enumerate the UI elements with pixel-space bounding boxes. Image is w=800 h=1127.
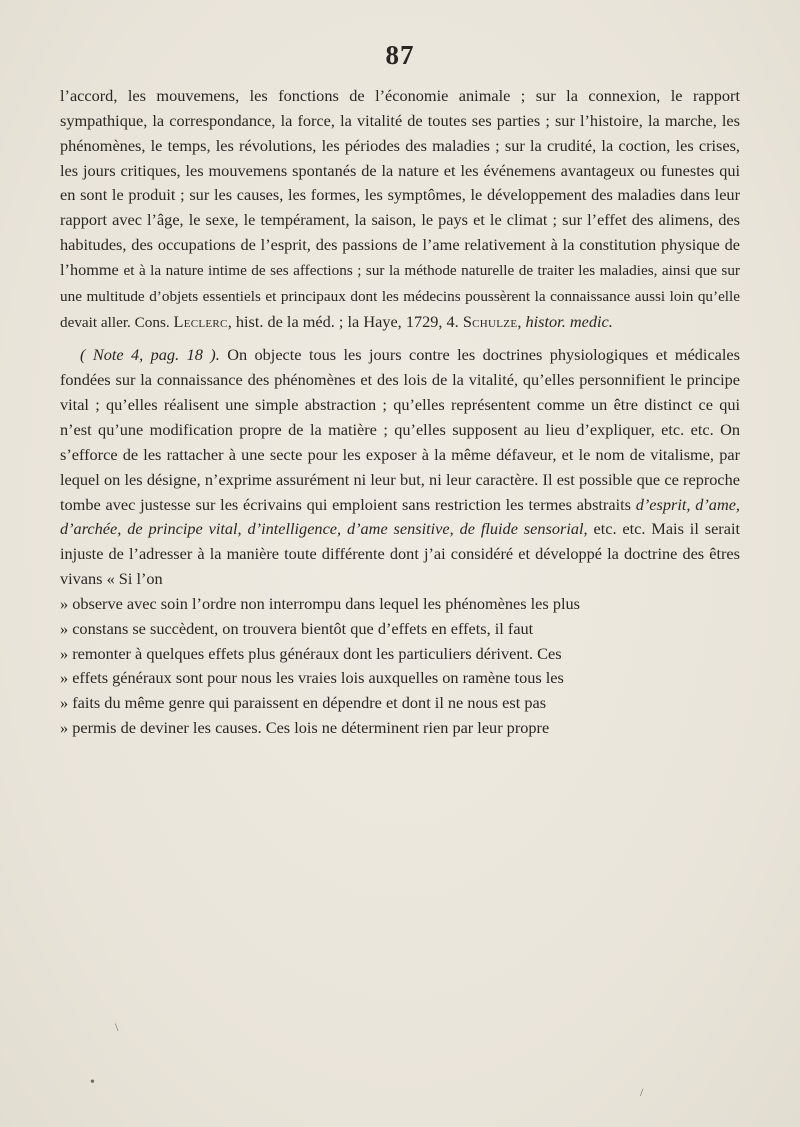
text-run: etc. etc. Mais il serait injuste de l’adresser à la manière toute différente dont j’ai considéré et développé la doctrine des êtres vivans « Si l’on	[60, 519, 740, 589]
author-leclerc: Leclerc	[173, 311, 228, 331]
quote-line: » effets généraux sont pour nous les vraies lois auxquelles on ramène tous les	[60, 668, 564, 688]
quote-line: » constans se succèdent, on trouvera bientôt que d’effets en effets, il faut	[60, 618, 534, 638]
text-run-small: et à la nature intime de ses affections ; sur la méthode naturelle de traiter les maladies, ainsi que sur une multitude d’objets essentiels et principaux dont les médecins poussèrent la connaissance aussi loin qu’elle devait aller. Cons.	[60, 261, 740, 331]
text-run: , hist. de la méd. ; la Haye, 1729, 4.	[227, 311, 463, 331]
text-run: On objecte tous les jours contre les doctrines physiologiques et médicales fondées sur la connaissance des phénomènes et des lois de la vitalité, qu’elles personnifient le principe vital ; qu’elles réalisent une simple abstraction ; qu’elles représentent comme un être distinct ce qui n’est qu’une modification propre de la matière ; qu’elles supposent au lieu d’expliquer, etc. etc. On s’efforce de les rattacher à une secte pour les exposer à la même défaveur, et le nom de vitalisme, par lequel on les désigne, n’exprime assurément ni leur but, ni leur caractère. Il est possible que ce reproche tombe avec justesse sur les écrivains qui emploient sans restriction les termes abstraits	[60, 345, 740, 514]
page-number: 87	[385, 40, 415, 70]
paper-speck: \	[115, 1020, 119, 1034]
text-run: l’accord, les mouvemens, les fonctions de l’économie animale ; sur la connexion, le rapport sympathique, la correspondance, la force, la vitalité de toutes ses parties ; sur l’histoire, la marche, les phénomènes, le temps, les révolutions, les périodes des maladies ; sur la crudité, la coction, les crises, les jours critiques, les mouvemens spontanés de la nature et les événemens avantageux ou funestes qui en sont le produit ; sur les causes, les formes, les symptômes, le développement des maladies dans leur rapport avec l’âge, le sexe, le tempérament, la saison, le pays et le climat ; sur l’effet des alimens, des habitudes, des occupations de l’esprit, des passions de l’ame relativement à la constitution physique de l’homme	[60, 86, 740, 279]
quote-line: » observe avec soin l’ordre non interrompu dans lequel les phénomènes les plus	[60, 593, 580, 613]
citation-title: histor. medic.	[525, 311, 613, 331]
body-text	[60, 84, 740, 741]
abstract-terms: d’esprit, d’ame, d’archée, de principe vital, d’intelligence, d’ame sensitive, de fluide sensorial,	[60, 494, 741, 539]
quote-line: » faits du même genre qui paraissent en dépendre et dont il ne nous est pas	[60, 693, 547, 713]
author-schulze: Schulze	[462, 311, 518, 331]
note-paragraph	[60, 343, 740, 741]
paper-speck: /	[640, 1085, 644, 1099]
paragraph-continuation	[60, 84, 740, 335]
quote-line: » remonter à quelques effets plus généraux dont les particuliers dérivent. Ces	[60, 643, 562, 663]
paper-speck: •	[90, 1075, 95, 1090]
text-run: ,	[517, 311, 526, 331]
quote-line: » permis de deviner les causes. Ces lois ne déterminent rien par leur propre	[60, 718, 550, 738]
note-reference: ( Note 4, pag. 18 ).	[80, 345, 220, 365]
